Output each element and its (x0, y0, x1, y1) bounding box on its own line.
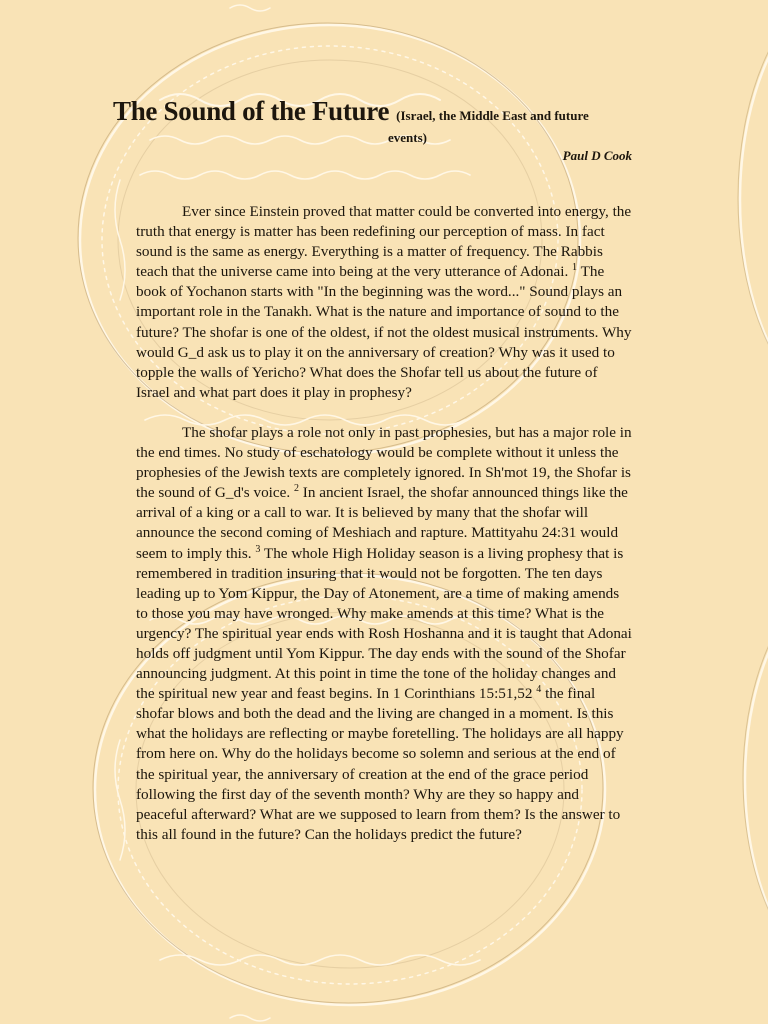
article-body (136, 202, 634, 865)
document-subtitle-continued: events) (388, 130, 427, 145)
paragraph-2 (136, 423, 634, 845)
paragraph-1-text-a: Ever since Einstein proved that matter could be converted into energy, the truth that energy is matter has been redefining our perception of mass. In fact sound is the same as energy. Everything is a matter of frequency. The Rabbis teach that the universe came into being at the very utterance of Adonai. (136, 203, 632, 281)
author-name: Paul D Cook (562, 148, 632, 163)
paragraph-2-text-c: The whole High Holiday season is a living prophesy that is remembered in tradition insuring that it would not be forgotten. The ten days leading up to Yom Kippur, the Day of Atonement, are a time of making amends to those you may have wronged. Why make amends at this time? What is the urgency? The spiritual year ends with Rosh Hoshanna and it is taught that Adonai holds off judgment until Yom Kippur. The day ends with the sound of the Shofar announcing judgment. At this point in time the tone of the holiday changes and the spiritual new year and feast begins. In 1 Corinthians 15:51,52 (136, 544, 632, 703)
paragraph-2-text-b: In ancient Israel, the shofar announced things like the arrival of a king or a call to war. It is believed by many that the shofar will announce the second coming of Meshiach and rapture. Mattityahu 24:31 would seem to imply this. (136, 484, 628, 562)
footnote-ref-4[interactable]: 4 (536, 684, 542, 696)
document-subtitle: (Israel, the Middle East and future (396, 108, 589, 123)
paragraph-2-text-a: The shofar plays a role not only in past prophesies, but has a major role in the end times. No study of eschatology would be complete without it unless the prophesies of the Jewish texts are completely ignored. In Sh'mot 19, the Shofar is the sound of G_d's voice. (136, 423, 632, 502)
paragraph-2-text-d: the final shofar blows and both the dead and the living are changed in a moment. Is this what the holidays are reflecting or maybe foretelling. The holidays are all happy from here on. Why do the holidays become so solemn and serious at the end of the spiritual year, the anniversary of creation at the end of the grace period following the first day of the seventh month? Why are they so happy and peaceful afterward? What are we supposed to learn from them? Is the answer to this all found in the future? Can the holidays predict the future? (136, 685, 624, 843)
footnote-ref-1[interactable]: 1 (572, 262, 578, 274)
title-line (113, 96, 673, 127)
paragraph-1-text-b: The book of Yochanon starts with "In the beginning was the word..." Sound plays an important role in the Tanakh. What is the nature and importance of sound to the future? The shofar is one of the oldest, if not the oldest musical instruments. Why would G_d ask us to play it on the anniversary of creation? Why was it used to topple the walls of Yericho? What does the Shofar tell us about the future of Israel and what part does it play in prophesy? (136, 263, 632, 401)
footnote-ref-2[interactable]: 2 (293, 483, 299, 495)
paragraph-1 (136, 202, 634, 403)
footnote-ref-3[interactable]: 3 (255, 543, 261, 555)
document-title: The Sound of the Future (113, 96, 390, 126)
